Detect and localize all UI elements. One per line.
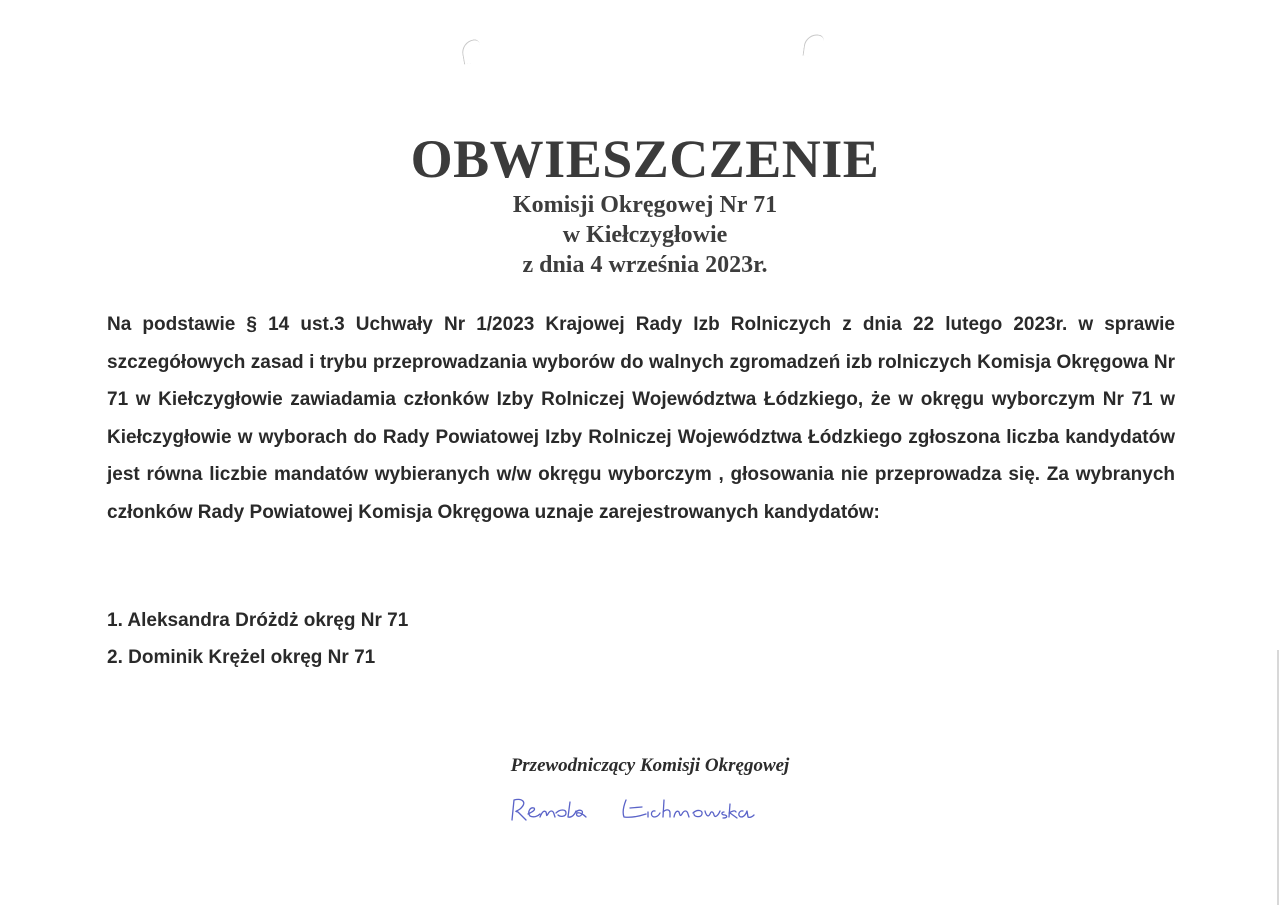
handwritten-signature <box>480 790 820 830</box>
commission-name: Komisji Okręgowej Nr 71 <box>512 192 778 218</box>
announcement-date: z dnia 4 września 2023r. <box>522 252 768 278</box>
scan-artifact <box>460 39 483 65</box>
candidate-list <box>107 602 408 676</box>
scan-edge <box>1277 650 1279 905</box>
list-item: 1. Aleksandra Dróżdż okręg Nr 71 <box>107 610 409 631</box>
page-title: OBWIESZCZENIE <box>410 129 880 189</box>
list-item: 2. Dominik Krężel okręg Nr 71 <box>107 647 376 668</box>
signature-block <box>480 752 820 830</box>
scan-artifact <box>802 33 824 58</box>
commission-location: w Kiełczygłowie <box>562 222 728 248</box>
signatory-role: Przewodniczący Komisji Okręgowej <box>510 755 790 776</box>
signature-drawing <box>480 790 820 830</box>
announcement-header <box>0 128 1280 280</box>
announcement-body: Na podstawie § 14 ust.3 Uchwały Nr 1/2023 Krajowej Rady Izb Rolniczych z dnia 22 lutego 2023r. w sprawie szczegółowych zasad i trybu przeprowadzania wyborów do walnych zgromadzeń izb rolniczych Komisja Okręgowa Nr 71 w Kiełczygłowie zawiadamia członków Izby Rolniczej Województwa Łódzkiego, że w okręgu wyborczym Nr 71 w Kiełczygłowie w wyborach do Rady Powiatowej Izby Rolniczej Województwa Łódzkiego zgłoszona liczba kandydatów jest równa liczbie mandatów wybieranych w/w okręgu wyborczym , głosowania nie przeprowadza się. Za wybranych członków Rady Powiatowej Komisja Okręgowa uznaje zarejestrowanych kandydatów: <box>107 314 1175 523</box>
